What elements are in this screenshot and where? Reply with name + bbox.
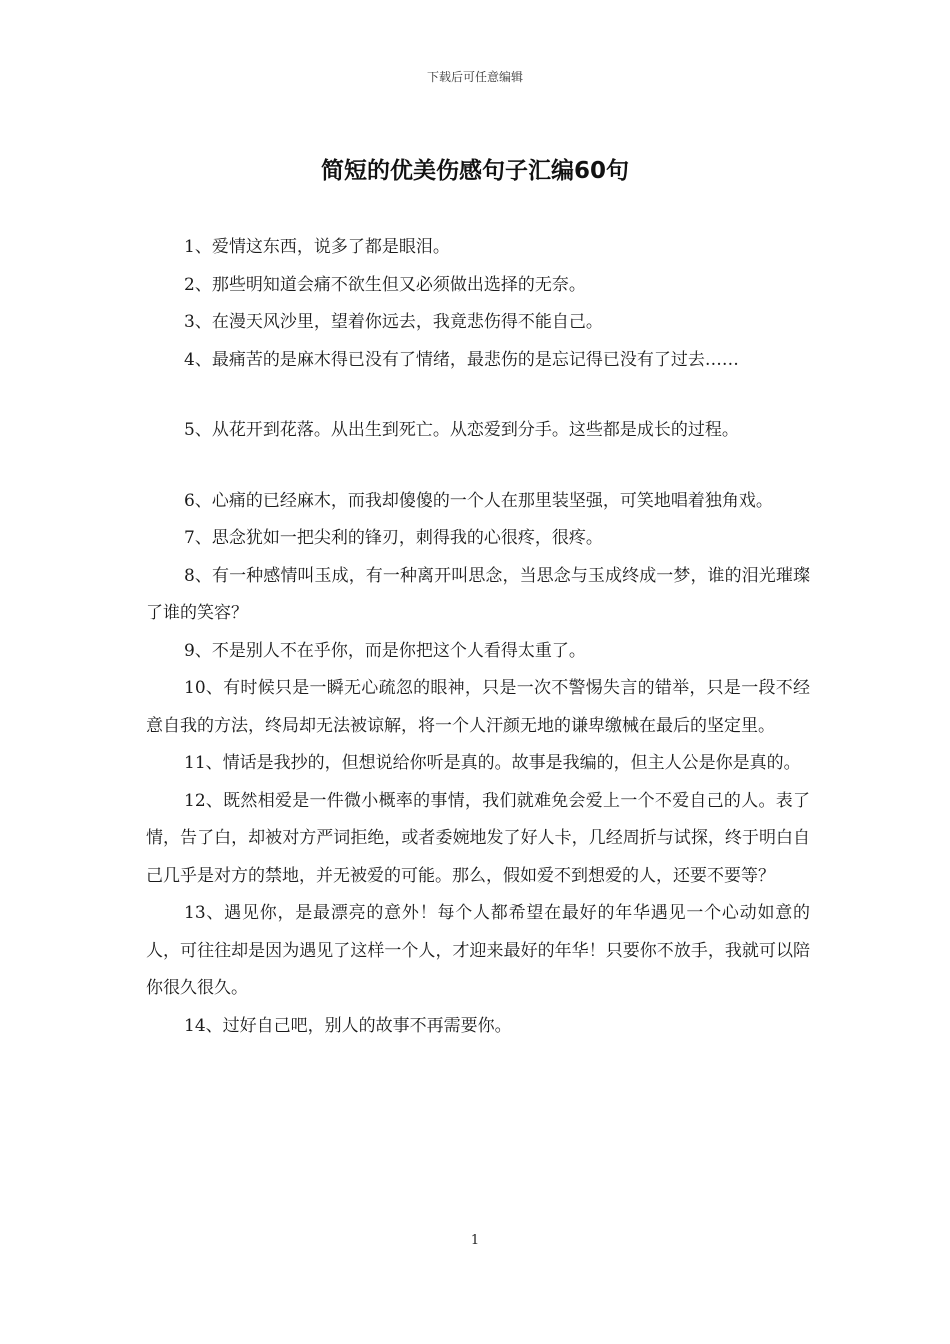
paragraph-1: 1、爱情这东西，说多了都是眼泪。	[184, 237, 450, 257]
paragraph-14: 14、过好自己吧，别人的故事不再需要你。	[184, 1015, 512, 1036]
paragraph-3: 3、在漫天风沙里，望着你远去，我竟悲伤得不能自己。	[184, 312, 603, 332]
paragraph-12: 12、既然相爱是一件微小概率的事情，我们就难免会爱上一个不爱自己的人。表了情，告了白，却被对方严词拒绝，或者委婉地发了好人卡，几经周折与试探，终于明白自己几乎是对方的禁地，并无被爱的可能。那么，假如爱不到想爱的人，还要不要等？	[146, 790, 810, 886]
paragraph-4: 4、最痛苦的是麻木得已没有了情绪，最悲伤的是忘记得已没有了过去……	[184, 349, 739, 370]
paragraph-7: 7、思念犹如一把尖利的锋刃，刺得我的心很疼，很疼。	[184, 528, 603, 548]
paragraph-11: 11、情话是我抄的，但想说给你听是真的。故事是我编的，但主人公是你是真的。	[184, 753, 801, 773]
paragraph-10: 10、有时候只是一瞬无心疏忽的眼神，只是一次不警惕失言的错举，只是一段不经意自我的方法，终局却无法被谅解，将一个人汗颜无地的谦卑缴械在最后的坚定里。	[146, 678, 810, 736]
page-number: 1	[470, 1233, 480, 1248]
paragraph-5: 5、从花开到花落。从出生到死亡。从恋爱到分手。这些都是成长的过程。	[184, 420, 739, 440]
header-note: 下载后可任意编辑	[426, 70, 523, 84]
paragraph-9: 9、不是别人不在乎你，而是你把这个人看得太重了。	[184, 640, 586, 661]
document-body	[146, 229, 810, 1045]
paragraph-6: 6、心痛的已经麻木，而我却傻傻的一个人在那里装坚强，可笑地唱着独角戏。	[184, 490, 773, 511]
document-title: 简短的优美伤感句子汇编60句	[320, 158, 629, 184]
paragraph-13: 13、遇见你，是最漂亮的意外！每个人都希望在最好的年华遇见一个心动如意的人，可往往却是因为遇见了这样一个人，才迎来最好的年华！只要你不放手，我就可以陪你很久很久。	[146, 903, 810, 998]
paragraph-2: 2、那些明知道会痛不欲生但又必须做出选择的无奈。	[184, 274, 586, 295]
paragraph-8: 8、有一种感情叫玉成，有一种离开叫思念，当思念与玉成终成一梦，谁的泪光璀璨了谁的笑容？	[146, 565, 810, 623]
